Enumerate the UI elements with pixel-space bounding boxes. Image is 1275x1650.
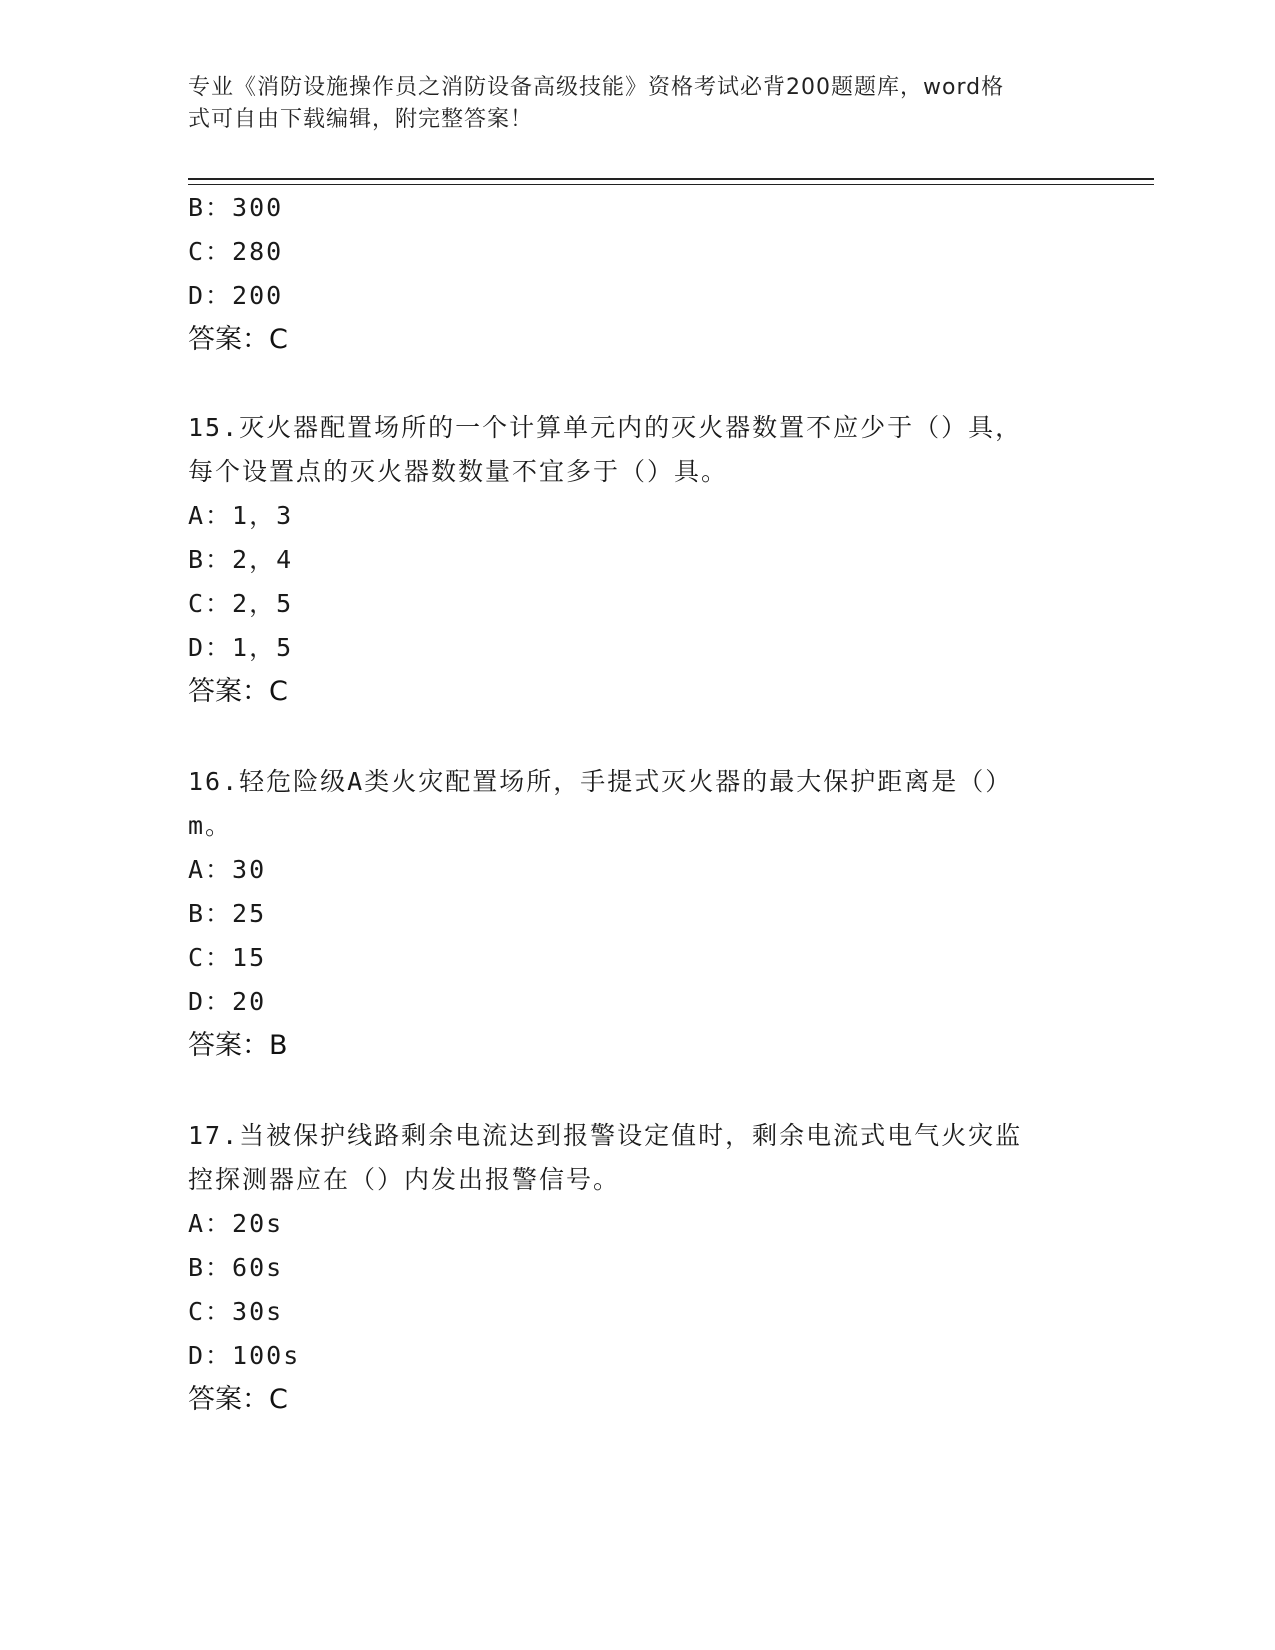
question-stem-line: 每个设置点的灭火器数数量不宜多于（）具。 [188, 457, 729, 486]
document-header [188, 72, 1078, 136]
option-a: A：30 [188, 855, 267, 884]
option-d: D：100s [188, 1341, 301, 1370]
option-b: B：2，4 [188, 545, 294, 574]
question-stem-line: 16.轻危险级A类火灾配置场所，手提式灭火器的最大保护距离是（） [188, 767, 1013, 796]
header-rule-thin [188, 184, 1154, 185]
answer-line: 答案：C [188, 324, 288, 355]
question-stem-line: m。 [188, 811, 233, 840]
option-b: B：25 [188, 899, 267, 928]
option-b: B：60s [188, 1253, 284, 1282]
option-d: D：1，5 [188, 633, 294, 662]
header-rule-thick [188, 178, 1154, 180]
option-a: A：1，3 [188, 501, 294, 530]
option-c: C：30s [188, 1297, 284, 1326]
question-stem-line: 15.灭火器配置场所的一个计算单元内的灭火器数置不应少于（）具， [188, 413, 1023, 442]
option-d: D：20 [188, 987, 267, 1016]
option-a: A：20s [188, 1209, 284, 1238]
option-c: C：15 [188, 943, 267, 972]
answer-line: 答案：C [188, 1384, 288, 1415]
header-line-1: 专业《消防设施操作员之消防设备高级技能》资格考试必背200题题库，word格 [188, 75, 1005, 100]
question-stem-line: 控探测器应在（）内发出报警信号。 [188, 1165, 621, 1194]
question-stem-line: 17.当被保护线路剩余电流达到报警设定值时，剩余电流式电气火灾监 [188, 1121, 1023, 1150]
answer-line: 答案：B [188, 1030, 288, 1061]
header-line-2: 式可自由下载编辑，附完整答案！ [188, 107, 534, 132]
option-b: B：300 [188, 193, 284, 222]
answer-line: 答案：C [188, 676, 288, 707]
option-d: D：200 [188, 281, 284, 310]
option-c: C：2，5 [188, 589, 294, 618]
option-c: C：280 [188, 237, 284, 266]
